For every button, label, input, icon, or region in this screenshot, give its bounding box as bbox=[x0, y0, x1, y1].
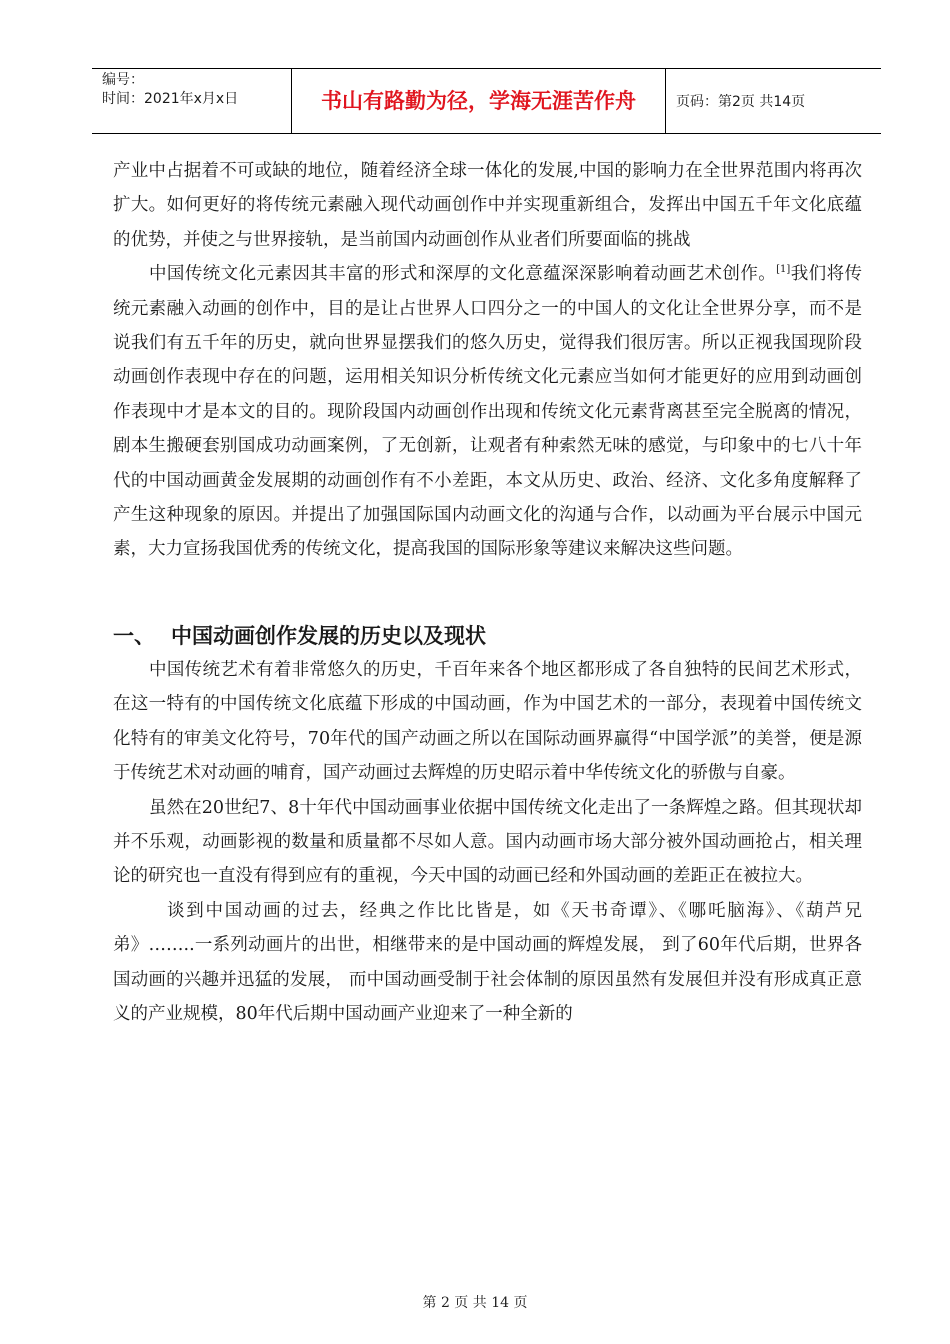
date-label: 时间：2021年x月x日 bbox=[102, 91, 239, 107]
paragraph-2-start: 中国传统文化元素因其丰富的形式和深厚的文化意蕴深深影响着动画艺术创作。 bbox=[149, 264, 777, 285]
paragraph-2-rest: 我们将传统元素融入动画的创作中，目的是让占世界人口四分之一的中国人的文化让全世界分享，而不是说我们有五千年的历史，就向世界显摆我们的悠久历史，觉得我们很厉害。所以正视我国现阶段动画创作表现中存在的问题，运用相关知识分析传统文化元素应当如何才能更好的应用到动画创作表现中才是本文的目的。现阶段国内动画创作出现和传统文化元素背离甚至完全脱离的情况，剧本生搬硬套别国成功动画案例，了无创新，让观者有种索然无味的感觉，与印象中的七八十年代的中国动画黄金发展期的动画创作有不小差距，本文从历史、政治、经济、文化多角度解释了产生这种现象的原因。并提出了加强国际国内动画文化的沟通与合作，以动画为平台展示中国元素，大力宣扬我国优秀的传统文化，提高我国的国际形象等建议来解决这些问题。 bbox=[113, 264, 863, 560]
header-motto: 书山有路勤为径，学海无涯苦作舟 bbox=[292, 69, 666, 133]
section-number: 一、 bbox=[113, 623, 155, 648]
section-gap bbox=[113, 567, 862, 617]
header-page-label: 页码：第2页 共14页 bbox=[676, 94, 806, 110]
paragraph-4: 虽然在20世纪7、8十年代中国动画事业依据中国传统文化走出了一条辉煌之路。但其现状却并不乐观，动画影视的数量和质量都不尽如人意。国内动画市场大部分被外国动画抢占，相关理论的研究也一直没有得到应有的重视，今天中国的动画已经和外国动画的差距正在被拉大。 bbox=[113, 797, 862, 887]
document-body bbox=[113, 154, 862, 1031]
section-heading bbox=[113, 617, 862, 653]
page-footer: 第 2 页 共 14 页 bbox=[422, 1295, 528, 1311]
code-label: 编号： bbox=[102, 72, 144, 88]
paragraph-1: 产业中占据着不可或缺的地位，随着经济全球一体化的发展,中国的影响力在全世界范围内将再次扩大。如何更好的将传统元素融入现代动画创作中并实现重新组合，发挥出中国五千年文化底蕴的优势，并使之与世界接轨，是当前国内动画创作从业者们所要面临的挑战 bbox=[113, 161, 862, 250]
citation-ref: [1] bbox=[776, 264, 791, 276]
header-meta bbox=[92, 69, 292, 133]
paragraph-2 bbox=[113, 257, 862, 567]
paragraph-5: 谈到中国动画的过去，经典之作比比皆是，如《天书奇谭》、《哪吒脑海》、《葫芦兄弟》……..一系列动画片的出世，相继带来的是中国动画的辉煌发展， 到了60年代后期，世界各国动画的兴趣并迅猛的发展， 而中国动画受制于社会体制的原因虽然有发展但并没有形成真正意义的产业规模，80年代后期中国动画产业迎来了一种全新的 bbox=[113, 900, 862, 1024]
page-header bbox=[92, 68, 881, 134]
paragraph-3: 中国传统艺术有着非常悠久的历史，千百年来各个地区都形成了各自独特的民间艺术形式，在这一特有的中国传统文化底蕴下形成的中国动画，作为中国艺术的一部分，表现着中国传统文化特有的审美文化符号，70年代的国产动画之所以在国际动画界赢得“中国学派”的美誉，便是源于传统艺术对动画的哺育，国产动画过去辉煌的历史昭示着中华传统文化的骄傲与自豪。 bbox=[113, 659, 862, 784]
section-title: 中国动画创作发展的历史以及现状 bbox=[171, 623, 486, 648]
